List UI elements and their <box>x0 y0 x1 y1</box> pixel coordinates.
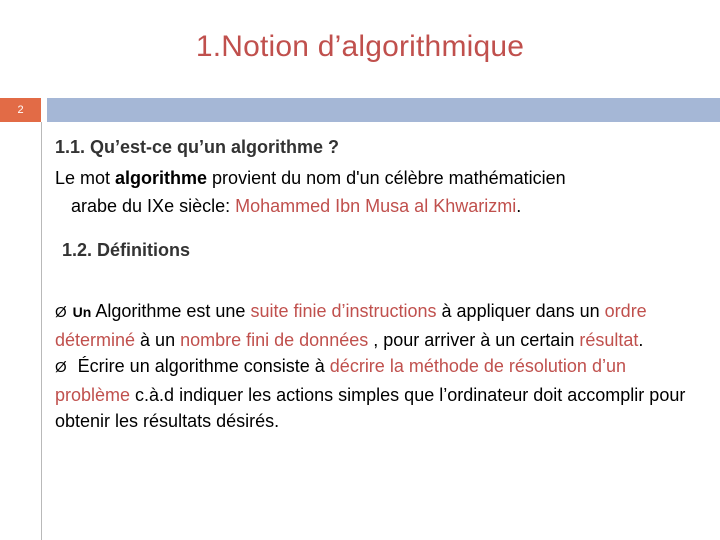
bullet2-text-1: Écrire un algorithme consiste à <box>72 356 330 376</box>
subtitle-definitions: 1.2. Définitions <box>62 240 191 260</box>
para1-text-1: Le mot <box>55 168 116 188</box>
para1-text-4: . <box>516 196 522 216</box>
definition-item-1 <box>55 298 695 353</box>
bullet1-text-5: . <box>638 329 644 350</box>
bullet1-text-2: à appliquer dans un <box>436 301 605 321</box>
para1-bold-word: algorithme <box>115 168 208 188</box>
bullet1-text-4: , pour arriver à un certain <box>368 329 580 350</box>
definition-item-2 <box>55 353 695 435</box>
bullet2-text-2: c.à.d indiquer les actions simples que l’ordinateur doit accomplir pour obtenir les résultats désirés. <box>55 384 686 431</box>
arrow-bullet-icon: Ø <box>55 304 67 321</box>
bullet1-highlight-1: suite finie d’instructions <box>250 301 437 321</box>
left-divider-line <box>41 122 42 540</box>
header-bar <box>47 98 720 122</box>
bullet1-highlight-2: ordre déterminé <box>55 301 647 350</box>
bullet1-highlight-3: nombre fini de données <box>180 329 369 350</box>
para1-indent-line <box>55 192 695 220</box>
bullet1-text-1: Algorithme est une <box>91 301 251 321</box>
arrow-bullet-icon: Ø <box>55 359 67 376</box>
slide-title: 1.Notion d’algorithmique <box>195 30 525 63</box>
bullet1-text-3: à un <box>135 329 181 350</box>
bullet2-highlight-1: décrire la méthode de résolution d’un problème <box>55 356 626 405</box>
mathematician-name: Mohammed Ibn Musa al Khwarizmi <box>235 196 517 216</box>
para1-text-2: provient du nom d'un célèbre mathématicien <box>207 168 566 188</box>
etymology-paragraph <box>55 164 695 220</box>
definition-list <box>55 298 695 435</box>
bullet1-highlight-4: résultat <box>579 329 639 350</box>
para1-text-3: arabe du IXe siècle: <box>71 196 236 216</box>
subtitle-what-is-algorithm: 1.1. Qu’est-ce qu’un algorithme ? <box>55 137 340 157</box>
bullet1-un: Un <box>72 304 92 320</box>
slide-number: 2 <box>17 104 24 116</box>
slide-number-badge <box>0 98 41 122</box>
